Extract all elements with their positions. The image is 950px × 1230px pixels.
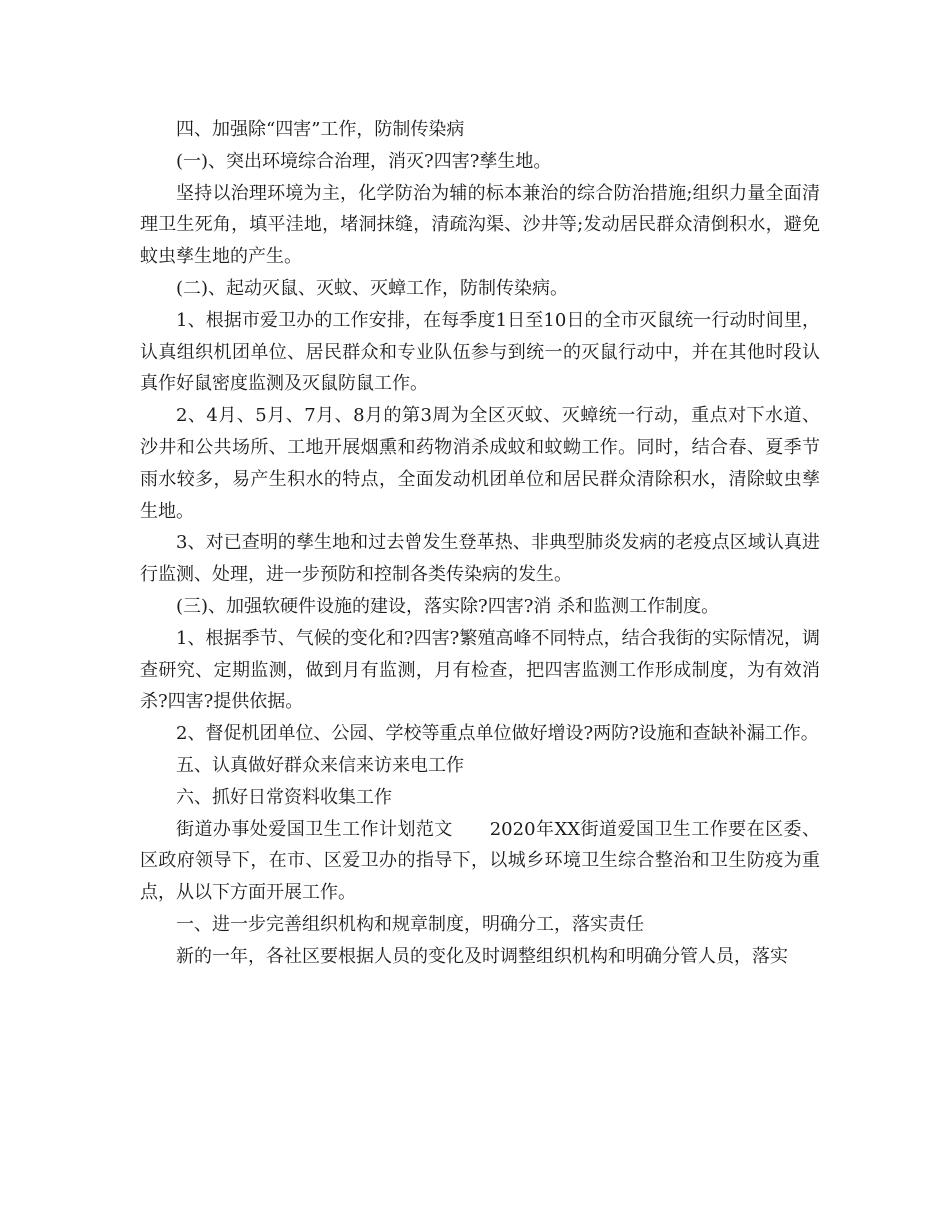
subsection-heading-one: (一)、突出环境综合治理，消灭?四害?孳生地。 bbox=[176, 150, 552, 172]
document-page bbox=[140, 114, 820, 973]
section-heading-six: 六、抓好日常资料收集工作 bbox=[176, 786, 392, 808]
paragraph-new-year: 新的一年，各社区要根据人员的变化及时调整组织机构和明确分管人员，落实 bbox=[176, 945, 788, 967]
paragraph-seasonal-monitoring: 1、根据季节、气候的变化和?四害?繁殖高峰不同特点，结合我街的实际情况，调查研究、定期监测，做到月有监测，月有检查，把四害监测工作形成制度，为有效消杀?四害?提供依据。 bbox=[140, 627, 820, 713]
paragraph-facilities: 2、督促机团单位、公园、学校等重点单位做好增设?两防?设施和查缺补漏工作。 bbox=[176, 723, 819, 745]
paragraph-monitoring: 3、对已查明的孳生地和过去曾发生登革热、非典型肺炎发病的老疫点区域认真进行监测、处理，进一步预防和控制各类传染病的发生。 bbox=[140, 532, 820, 586]
subsection-heading-three: (三)、加强软硬件设施的建设，落实除?四害?消 杀和监测工作制度。 bbox=[176, 595, 720, 617]
paragraph-rodent-control: 1、根据市爱卫办的工作安排，在每季度1日至10日的全市灭鼠统一行动时间里，认真组织机团单位、居民群众和专业队伍参与到统一的灭鼠行动中，并在其他时段认真作好鼠密度监测及灭鼠防鼠工作。 bbox=[140, 309, 820, 395]
paragraph-plan-intro: 街道办事处爱国卫生工作计划范文 2020年XX街道爱国卫生工作要在区委、区政府领导下，在市、区爱卫办的指导下，以城乡环境卫生综合整治和卫生防疫为重点，从以下方面开展工作。 bbox=[140, 818, 820, 904]
paragraph-environment: 坚持以治理环境为主，化学防治为辅的标本兼治的综合防治措施;组织力量全面清理卫生死角，填平洼地，堵洞抹缝，清疏沟渠、沙井等;发动居民群众清倒积水，避免蚊虫孳生地的产生。 bbox=[140, 182, 820, 268]
section-heading-organization: 一、进一步完善组织机构和规章制度，明确分工，落实责任 bbox=[176, 913, 644, 935]
section-heading-five: 五、认真做好群众来信来访来电工作 bbox=[176, 754, 464, 776]
section-heading-four: 四、加强除“四害”工作，防制传染病 bbox=[176, 119, 465, 140]
paragraph-mosquito-control: 2、4月、5月、7月、8月的第3周为全区灭蚊、灭蟑统一行动，重点对下水道、沙井和公共场所、工地开展烟熏和药物消杀成蚊和蚊蚴工作。同时，结合春、夏季节雨水较多，易产生积水的特点，全面发动机团单位和居民群众清除积水，清除蚊虫孳生地。 bbox=[140, 405, 820, 522]
subsection-heading-two: (二)、起动灭鼠、灭蚊、灭蟑工作，防制传染病。 bbox=[176, 277, 569, 299]
